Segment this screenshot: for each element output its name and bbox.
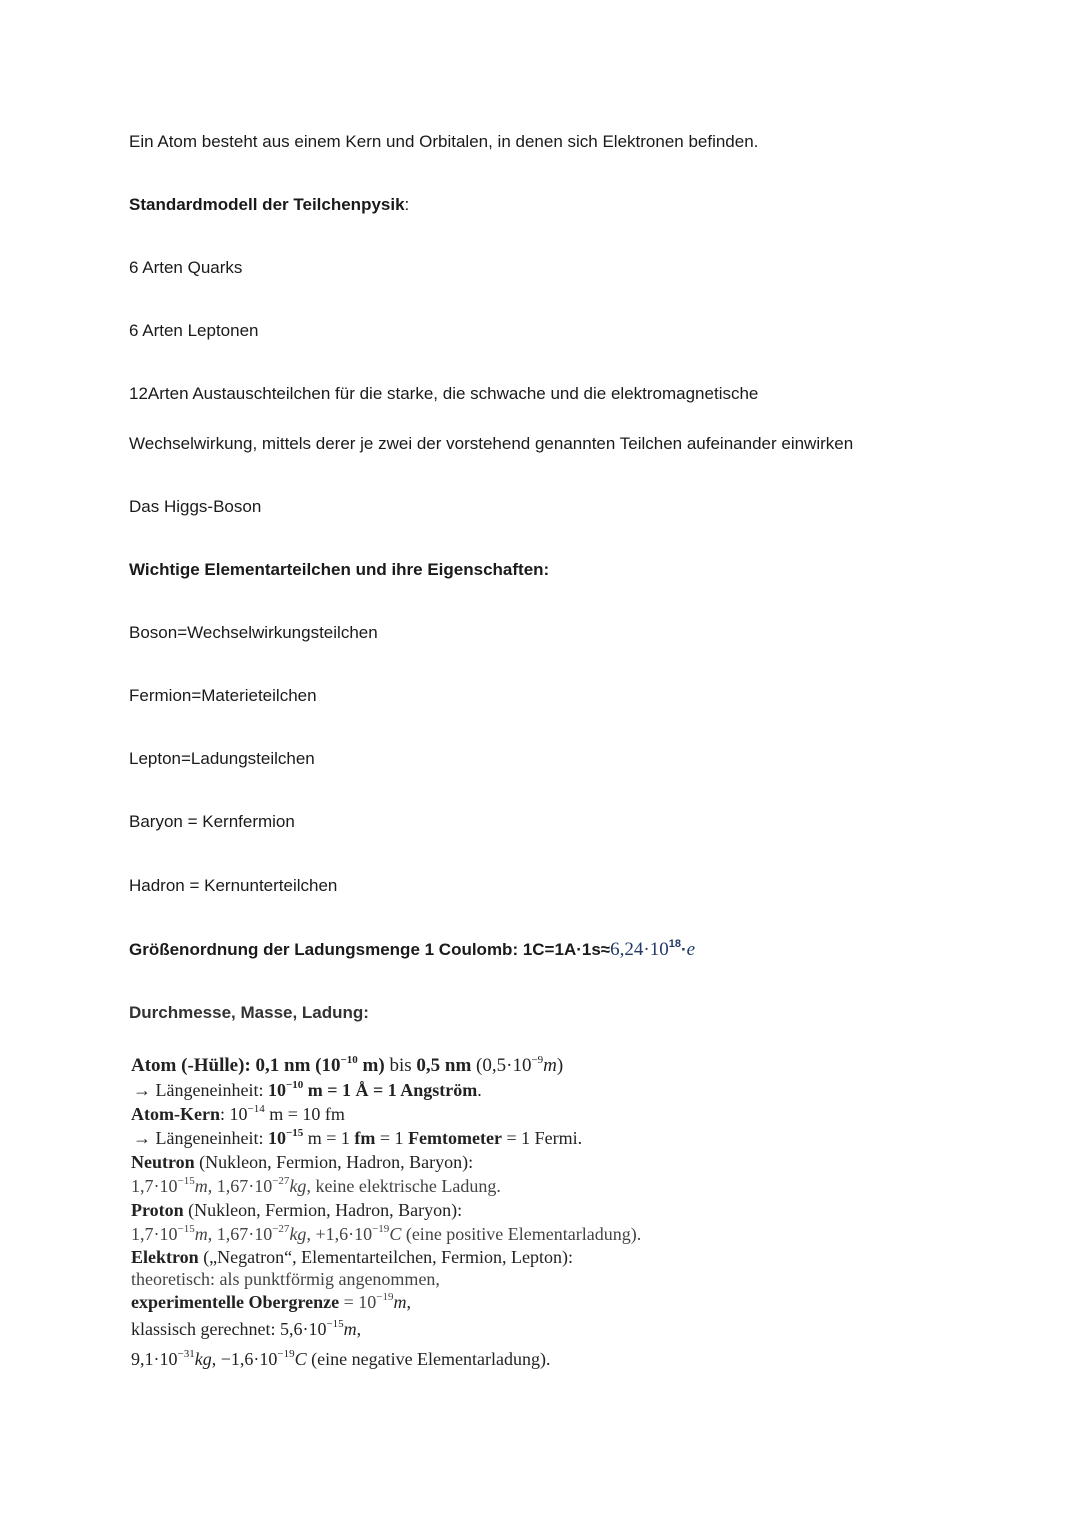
value-exponent: −15 — [177, 1175, 195, 1187]
value-exponent: −19 — [277, 1348, 295, 1360]
value-unit: C — [294, 1349, 307, 1369]
length-unit-exponent: −15 — [285, 1127, 304, 1139]
value-exponent: −19 — [372, 1223, 390, 1235]
neutron-line — [131, 1150, 641, 1174]
list-item: 6 Arten Leptonen — [129, 321, 259, 340]
atom-label: Atom (-Hülle) — [131, 1055, 245, 1076]
length-unit-text: = 1 Fermi. — [502, 1128, 583, 1148]
atom-text: bis — [384, 1055, 417, 1076]
proton-label: Proton — [131, 1200, 184, 1220]
atom-unit: m — [543, 1055, 557, 1076]
length-unit-line-2 — [131, 1126, 641, 1150]
value-text: , 1,67·10 — [207, 1224, 273, 1244]
value-text: , — [356, 1319, 362, 1339]
coulomb-heading — [129, 938, 695, 962]
value-unit: m — [343, 1319, 357, 1339]
value-text: , 1,67·10 — [207, 1176, 273, 1196]
atom-text: 0,5 nm — [416, 1055, 472, 1076]
list-item: Lepton=Ladungsteilchen — [129, 749, 315, 768]
proton-line — [131, 1198, 641, 1222]
nucleus-label: Atom-Kern — [131, 1104, 220, 1124]
list-item: Hadron = Kernunterteilchen — [129, 876, 338, 895]
value-exponent: −27 — [272, 1223, 290, 1235]
length-unit-text: → Längeneinheit: — [133, 1080, 268, 1100]
electron-desc: („Negatron“, Elementarteilchen, Fermion, Lepton): — [198, 1247, 574, 1267]
value-text: , — [406, 1292, 411, 1312]
list-item: Fermion=Materieteilchen — [129, 686, 317, 705]
coulomb-unit: e — [686, 939, 696, 960]
coulomb-value: 6,24·10 — [610, 939, 669, 960]
electron-upper-bound — [131, 1290, 641, 1314]
proton-desc: (Nukleon, Fermion, Hadron, Baryon): — [183, 1200, 463, 1220]
value-text: , keine elektrische Ladung. — [306, 1176, 501, 1196]
atom-text: ) — [556, 1055, 564, 1076]
length-unit-exponent: −10 — [285, 1079, 304, 1091]
atom-exponent: −9 — [531, 1053, 544, 1066]
electron-values — [131, 1344, 641, 1374]
details-block — [131, 1054, 641, 1374]
value-exponent: −31 — [177, 1348, 195, 1360]
value-text: 1,7·10 — [131, 1176, 178, 1196]
value-exponent: −19 — [376, 1291, 394, 1303]
nucleus-exponent: −14 — [247, 1103, 265, 1115]
coulomb-label: Größenordnung der Ladungsmenge 1 Coulomb: 1C=1A·1s≈ — [129, 940, 611, 959]
neutron-desc: (Nukleon, Fermion, Hadron, Baryon): — [194, 1152, 474, 1172]
list-item: Das Higgs-Boson — [129, 497, 262, 516]
list-item: 12Arten Austauschteilchen für die starke, die schwache und die elektromagnetische — [129, 384, 759, 403]
value-unit: m — [194, 1224, 208, 1244]
atom-text: : 0,1 nm (10 — [244, 1055, 341, 1076]
nucleus-text: : 10 — [219, 1104, 248, 1124]
value-text: , −1,6·10 — [211, 1349, 278, 1369]
atom-line — [131, 1054, 641, 1078]
neutron-label: Neutron — [131, 1152, 195, 1172]
value-unit: kg — [289, 1224, 307, 1244]
atom-exponent: −10 — [340, 1053, 358, 1066]
value-text: (eine negative Elementarladung). — [306, 1349, 551, 1369]
length-unit-text: 10 — [267, 1128, 286, 1148]
value-text: = 10 — [339, 1292, 377, 1312]
electron-line — [131, 1246, 641, 1268]
length-unit-text: Femtometer — [408, 1128, 502, 1148]
electron-theory: theoretisch: als punktförmig angenommen, — [131, 1269, 440, 1289]
upper-bound-label: experimentelle Obergrenze — [131, 1292, 340, 1312]
atom-text: (0,5·10 — [471, 1055, 532, 1076]
length-unit-text: . — [477, 1080, 482, 1100]
proton-values — [131, 1222, 641, 1246]
dimensions-heading: Durchmesse, Masse, Ladung: — [129, 1003, 369, 1022]
list-item: Wechselwirkung, mittels derer je zwei der vorstehend genannten Teilchen aufeinander einwirken — [129, 434, 854, 453]
neutron-values — [131, 1174, 641, 1198]
value-exponent: −15 — [326, 1318, 344, 1330]
length-unit-text: m = 1 — [303, 1128, 355, 1148]
list-item: Baryon = Kernfermion — [129, 812, 295, 831]
length-unit-text: 10 — [267, 1080, 286, 1100]
coulomb-dot: · — [680, 940, 687, 959]
length-unit-text: = 1 — [375, 1128, 409, 1148]
list-item: 6 Arten Quarks — [129, 258, 243, 277]
electron-classical — [131, 1314, 641, 1344]
value-unit: m — [393, 1292, 407, 1312]
value-exponent: −27 — [272, 1175, 290, 1187]
coulomb-exponent: 18 — [668, 938, 681, 951]
value-text: 1,7·10 — [131, 1224, 178, 1244]
value-unit: kg — [289, 1176, 307, 1196]
value-unit: m — [194, 1176, 208, 1196]
value-text: , +1,6·10 — [306, 1224, 373, 1244]
length-unit-text: → Längeneinheit: — [133, 1128, 268, 1148]
value-text: 9,1·10 — [131, 1349, 178, 1369]
value-unit: C — [389, 1224, 402, 1244]
length-unit-text: m = 1 Å = 1 Angström — [303, 1080, 478, 1100]
standard-model-title: Standardmodell der Teilchenpysik — [129, 195, 405, 214]
value-exponent: −15 — [177, 1223, 195, 1235]
length-unit-line-1 — [131, 1078, 641, 1102]
list-item: Boson=Wechselwirkungsteilchen — [129, 623, 378, 642]
intro-text: Ein Atom besteht aus einem Kern und Orbitalen, in denen sich Elektronen befinden. — [129, 132, 759, 151]
atom-text: m) — [357, 1055, 385, 1076]
value-text: klassisch gerechnet: 5,6·10 — [131, 1319, 327, 1339]
value-text: (eine positive Elementarladung). — [401, 1224, 642, 1244]
nucleus-line — [131, 1102, 641, 1126]
value-unit: kg — [194, 1349, 212, 1369]
standard-model-colon: : — [404, 195, 410, 214]
length-unit-text: fm — [354, 1128, 376, 1148]
nucleus-text: m = 10 fm — [264, 1104, 345, 1124]
standard-model-heading — [129, 194, 409, 216]
electron-label: Elektron — [131, 1247, 199, 1267]
particles-heading: Wichtige Elementarteilchen und ihre Eigenschaften: — [129, 560, 550, 579]
